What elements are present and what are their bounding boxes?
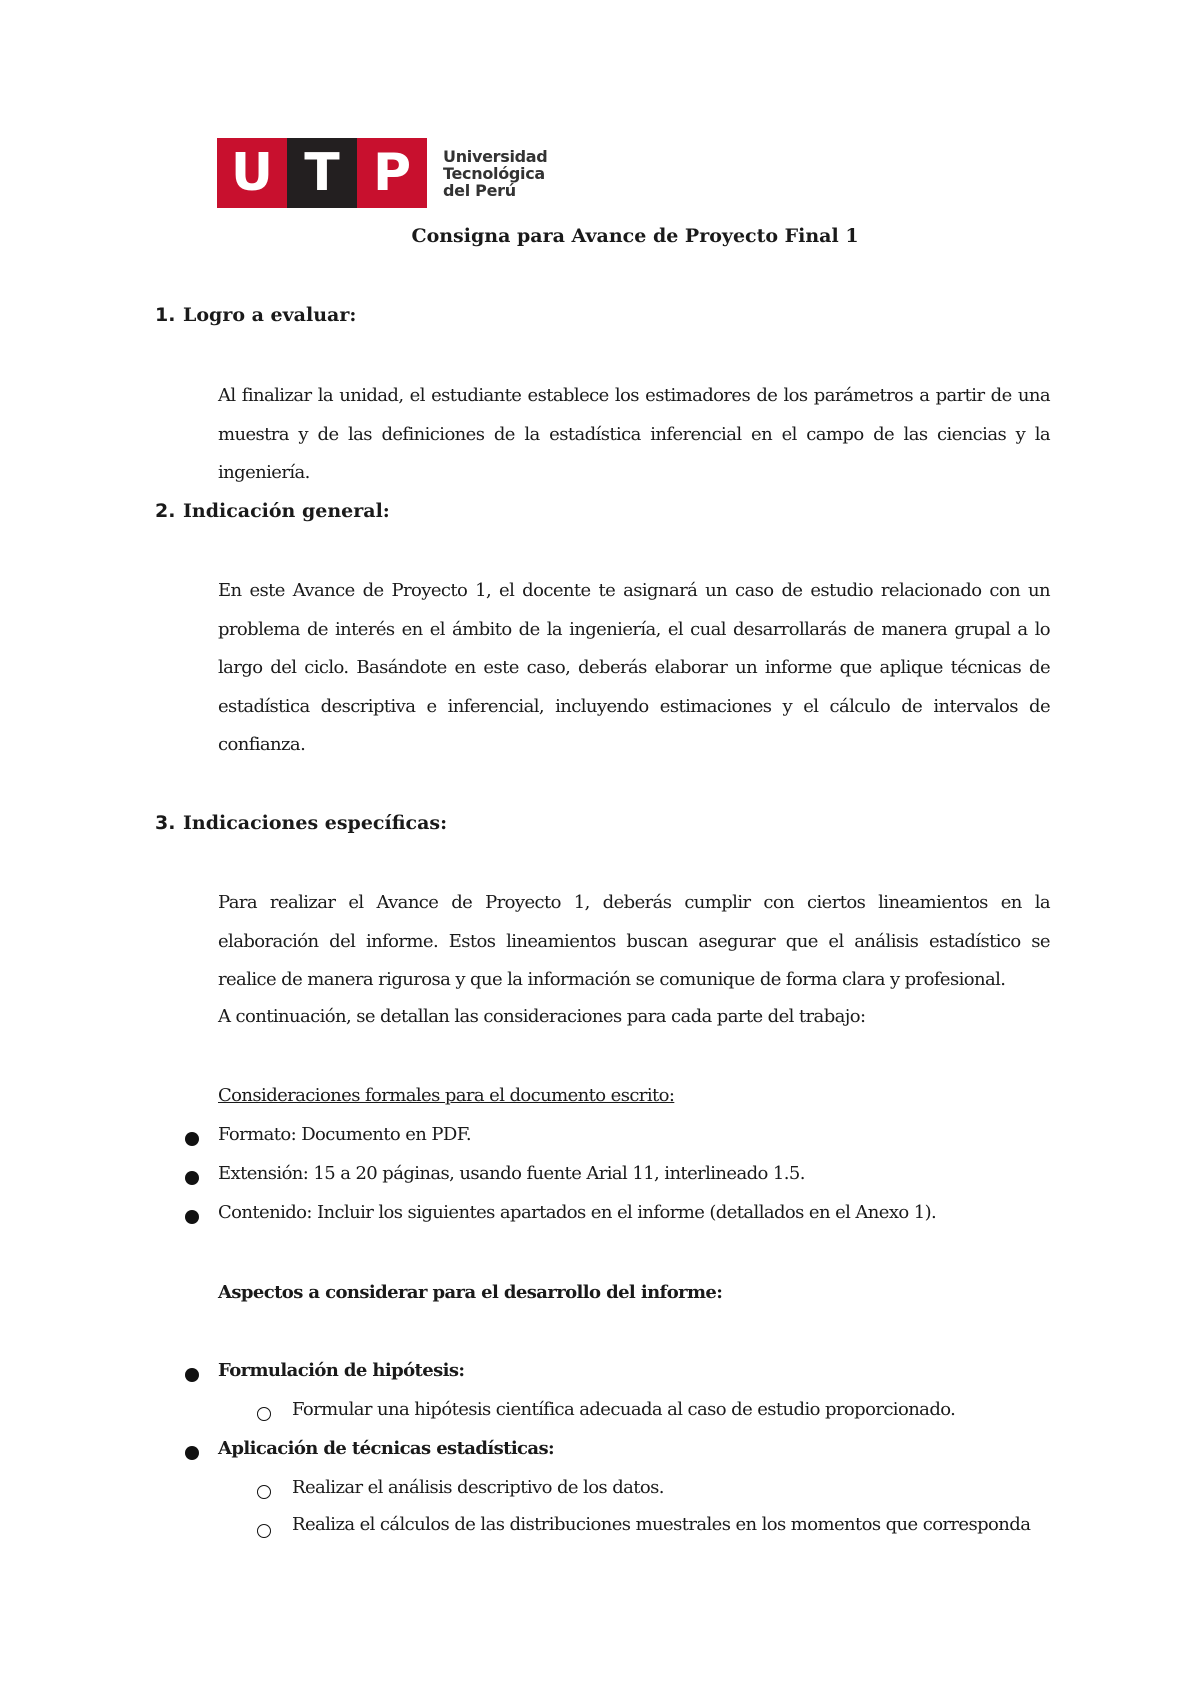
logo-letter-u: U <box>217 138 287 208</box>
hollow-bullet-icon <box>257 1407 271 1421</box>
logo-wordmark <box>443 148 547 199</box>
bullet-icon <box>185 1446 199 1460</box>
section-title: Logro a evaluar: <box>183 304 357 326</box>
logo-letter-t: T <box>287 138 357 208</box>
section-3-body-continued: A continuación, se detallan las consideraciones para cada parte del trabajo: <box>218 1006 866 1027</box>
aspect-hypothesis-item: Formular una hipótesis científica adecuada al caso de estudio proporcionado. <box>292 1399 956 1420</box>
aspect-techniques-label: Aplicación de técnicas estadísticas: <box>218 1438 555 1459</box>
formal-item-extension: Extensión: 15 a 20 páginas, usando fuente Arial 11, interlineado 1.5. <box>218 1163 805 1184</box>
logo-line-1: Universidad <box>443 146 548 166</box>
bullet-icon <box>185 1171 199 1185</box>
section-1-heading <box>155 304 356 326</box>
hollow-bullet-icon <box>257 1485 271 1499</box>
formal-considerations-heading: Consideraciones formales para el documento escrito: <box>218 1085 675 1106</box>
section-3-body: Para realizar el Avance de Proyecto 1, deberás cumplir con ciertos lineamientos en la elaboración del informe. Estos lineamientos buscan asegurar que el análisis estadístico se realice de manera rigurosa y que la información se comunique de forma clara y profesional. <box>218 892 1050 991</box>
bullet-icon <box>185 1210 199 1224</box>
utp-logo <box>217 138 547 208</box>
section-2-body: En este Avance de Proyecto 1, el docente te asignará un caso de estudio relacionado con un problema de interés en el ámbito de la ingeniería, el cual desarrollarás de manera grupal a lo largo del ciclo. Basándote en este caso, deberás elaborar un informe que aplique técnicas de estadística descriptiva e inferencial, incluyendo estimaciones y el cálculo de intervalos de confianza. <box>218 580 1050 756</box>
section-number: 2. <box>155 500 176 522</box>
section-title: Indicaciones específicas: <box>183 812 448 834</box>
bullet-icon <box>185 1368 199 1382</box>
document-title: Consigna para Avance de Proyecto Final 1 <box>411 225 859 247</box>
logo-mark <box>217 138 427 208</box>
aspects-heading: Aspectos a considerar para el desarrollo del informe: <box>218 1282 723 1303</box>
section-3-heading <box>155 812 447 834</box>
section-1-body: Al finalizar la unidad, el estudiante establece los estimadores de los parámetros a partir de una muestra y de las definiciones de la estadística inferencial en el campo de las ciencias y la ingeniería. <box>218 385 1050 484</box>
aspect-hypothesis-label: Formulación de hipótesis: <box>218 1360 465 1381</box>
formal-item-format: Formato: Documento en PDF. <box>218 1124 471 1145</box>
hollow-bullet-icon <box>257 1524 271 1538</box>
aspect-techniques-item-sampling: Realiza el cálculos de las distribuciones muestrales en los momentos que corresponda <box>292 1514 1031 1535</box>
formal-item-content: Contenido: Incluir los siguientes apartados en el informe (detallados en el Anexo 1). <box>218 1202 937 1223</box>
section-2-heading <box>155 500 390 522</box>
logo-line-3: del Perú <box>443 180 516 200</box>
logo-line-2: Tecnológica <box>443 163 545 183</box>
section-number: 1. <box>155 304 176 326</box>
logo-letter-p: P <box>357 138 427 208</box>
aspect-techniques-item-descriptive: Realizar el análisis descriptivo de los datos. <box>292 1477 664 1498</box>
section-number: 3. <box>155 812 176 834</box>
section-title: Indicación general: <box>183 500 390 522</box>
bullet-icon <box>185 1132 199 1146</box>
